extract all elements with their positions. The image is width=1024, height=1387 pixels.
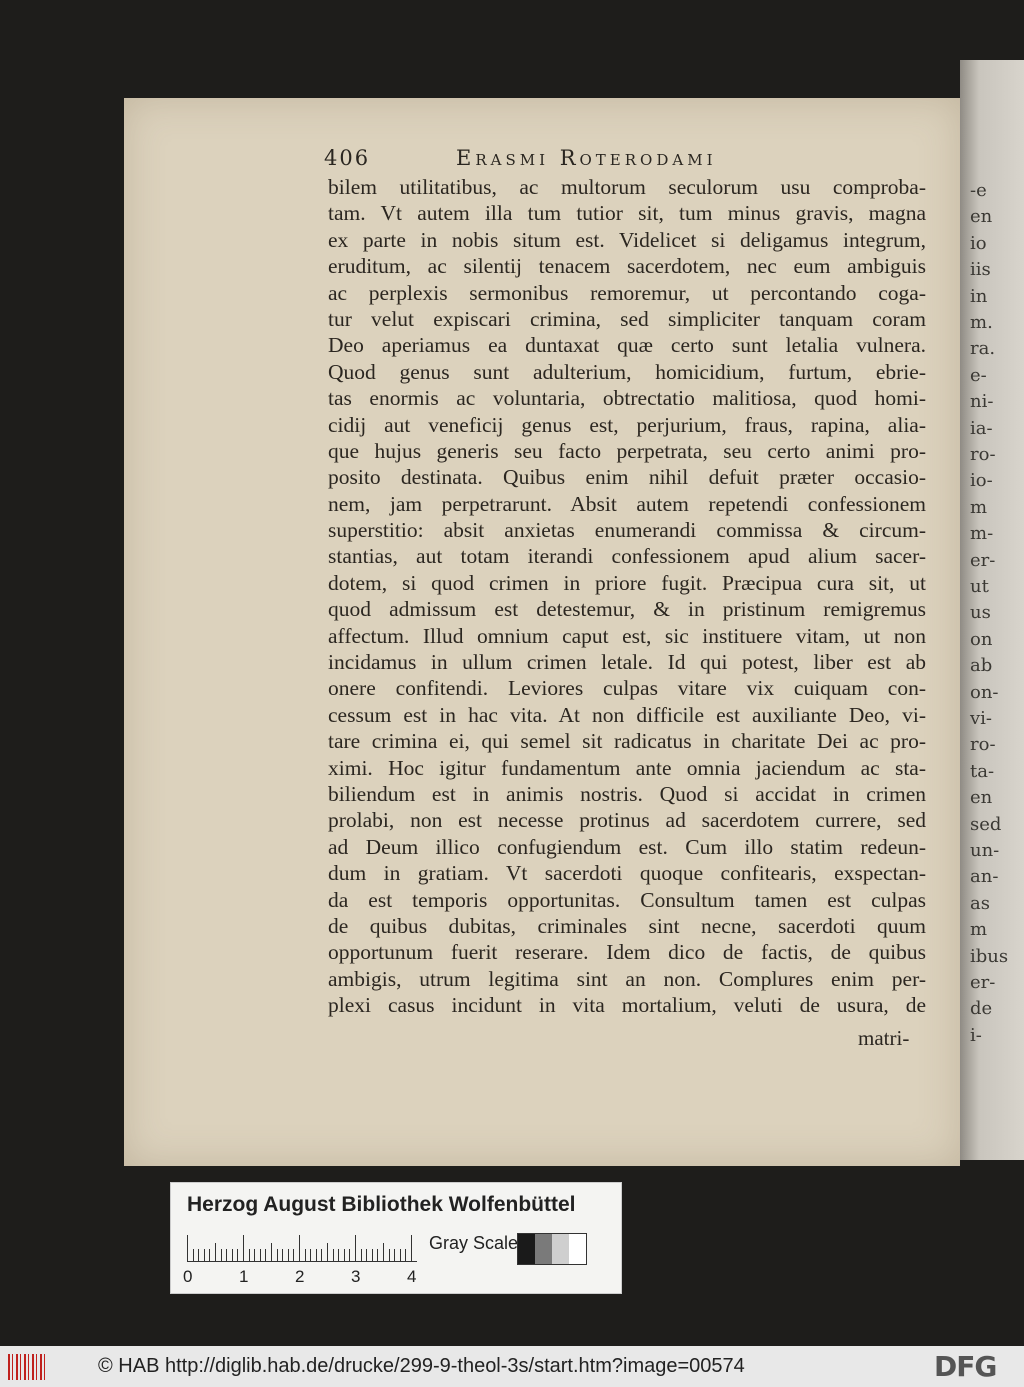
ruler-tick	[344, 1249, 345, 1261]
text-line: incidamus in ullum crimen letale. Id qui potest, liber est ab	[328, 650, 926, 675]
facing-page-fragment: m-	[970, 523, 994, 545]
ruler-tick	[394, 1249, 395, 1261]
ruler-tick	[361, 1249, 362, 1261]
ruler-tick	[204, 1249, 205, 1261]
text-line: superstitio: absit anxietas enumerandi commissa & circum-	[328, 518, 926, 543]
facing-page-fragment: m.	[970, 312, 993, 333]
ruler-tick	[366, 1249, 367, 1261]
text-line: da est temporis opportunitas. Consultum tamen est culpas	[328, 887, 926, 912]
ruler-labels	[183, 1267, 423, 1289]
ruler-tick	[293, 1249, 294, 1261]
facing-page-fragment: an-	[970, 866, 999, 888]
facing-page-fragment: de	[970, 998, 993, 1020]
facing-page-fragment: en	[970, 787, 993, 809]
ruler-tick	[249, 1249, 250, 1261]
ruler-label: 2	[295, 1267, 305, 1286]
facing-page-fragment: ia-	[970, 417, 993, 439]
ruler-tick	[299, 1235, 300, 1261]
ruler-tick	[389, 1249, 390, 1261]
facing-page-edge	[960, 60, 1024, 1160]
facing-page-fragment: as	[970, 892, 990, 914]
gray-swatch	[535, 1234, 552, 1264]
ruler-tick	[243, 1235, 244, 1261]
gray-scale-swatches	[517, 1233, 587, 1265]
ruler-tick	[377, 1249, 378, 1261]
text-line: tare crimina ei, qui semel sit radicatus in charitate Dei ac pro-	[328, 729, 926, 754]
facing-page-fragment: io	[970, 232, 987, 254]
ruler-tick	[355, 1235, 356, 1261]
ruler-tick	[282, 1249, 283, 1261]
facing-page-fragment: on-	[970, 681, 999, 703]
facing-page-fragment: -e	[970, 180, 987, 201]
page-header	[324, 146, 784, 176]
facing-page-fragment: ibus	[970, 945, 1009, 967]
text-line: tur velut expiscari crimina, sed simpliciter tanquam coram	[328, 306, 926, 331]
text-line: tas enormis ac voluntaria, obtrectatio malitiosa, quod homi-	[328, 386, 926, 411]
dfg-logo: DFG	[934, 1350, 997, 1383]
library-label-card	[170, 1182, 622, 1294]
ruler-tick	[305, 1249, 306, 1261]
ruler-tick	[232, 1249, 233, 1261]
ruler-tick	[400, 1249, 401, 1261]
text-line: quod admissum est detestemur, & in pristinum remigremus	[328, 597, 926, 622]
text-line: plexi casus incidunt in vita mortalium, veluti de usura, de	[328, 993, 926, 1018]
text-line: cessum est in hac vita. At non difficile est auxiliante Deo, vi-	[328, 702, 926, 727]
ruler-tick	[265, 1249, 266, 1261]
facing-page-fragment: ut	[970, 576, 989, 597]
text-line: onere confitendi. Leviores culpas vitare vix cuiquam con-	[328, 676, 926, 701]
ruler-tick	[254, 1249, 255, 1261]
gray-swatch	[552, 1234, 569, 1264]
text-line: dotem, si quod crimen in priore fugit. Præcipua cura sit, ut	[328, 570, 926, 595]
ruler-tick	[260, 1249, 261, 1261]
text-line: stantias, aut totam iterandi confessionem apud alium sacer-	[328, 544, 926, 569]
facing-page-fragment: iis	[970, 259, 991, 281]
text-line: Deo aperiamus ea duntaxat quæ certo sunt letalia vulnera.	[328, 333, 926, 358]
facing-page-fragment: i-	[970, 1024, 982, 1046]
facing-page-fragment: ta-	[970, 760, 995, 782]
ruler-label: 0	[183, 1267, 193, 1286]
footer-url: © HAB http://diglib.hab.de/drucke/299-9-theol-3s/start.htm?image=00574	[98, 1355, 745, 1377]
measurement-ruler	[187, 1235, 417, 1262]
library-name: Herzog August Bibliothek Wolfenbüttel	[187, 1193, 576, 1216]
ruler-tick	[321, 1249, 322, 1261]
ruler-tick	[271, 1243, 272, 1261]
gray-swatch	[569, 1234, 586, 1264]
ruler-label: 1	[239, 1267, 249, 1286]
ruler-tick	[226, 1249, 227, 1261]
facing-page-fragment: sed	[970, 813, 1002, 835]
facing-page-fragment: ra.	[970, 338, 996, 360]
ruler-tick	[372, 1249, 373, 1261]
text-line: prolabi, non est necesse protinus ad sacerdotem currere, sed	[328, 808, 926, 833]
text-line: ex parte in nobis situm est. Videlicet si deligamus integrum,	[328, 227, 926, 252]
ruler-tick	[288, 1249, 289, 1261]
facing-page-fragment: m	[970, 496, 988, 518]
page-number: 406	[324, 146, 371, 170]
facing-page-fragment: m	[970, 919, 988, 941]
ruler-tick	[411, 1235, 412, 1261]
ruler-tick	[338, 1249, 339, 1261]
ruler-tick	[193, 1249, 194, 1261]
facing-page-fragment: ab	[970, 655, 993, 677]
ruler-tick	[349, 1249, 350, 1261]
barcode-icon	[8, 1354, 48, 1380]
gray-swatch	[518, 1234, 535, 1264]
ruler-tick	[333, 1249, 334, 1261]
text-line: cidij aut veneficij genus est, perjurium, fraus, rapina, alia-	[328, 412, 926, 437]
text-line: tam. Vt autem illa tum tutior sit, tum minus gravis, magna	[328, 201, 926, 226]
text-line: ad Deum illico confugiendum est. Cum illo statim redeun-	[328, 834, 926, 859]
text-line: affectum. Illud omnium caput est, sic instituere vitam, ut non	[328, 623, 926, 648]
facing-page-fragment: ni-	[970, 391, 994, 413]
running-head: Erasmi Roterodami	[456, 146, 717, 170]
text-line: posito destinata. Quibus enim nihil defuit præter occasio-	[328, 465, 926, 490]
text-line: ac perplexis sermonibus remoremur, ut percontando coga-	[328, 280, 926, 305]
facing-page-fragment: vi-	[970, 708, 993, 729]
ruler-tick	[209, 1249, 210, 1261]
facing-page-fragment: e-	[970, 364, 987, 386]
facing-page-fragment: on	[970, 628, 993, 650]
text-line: bilem utilitatibus, ac multorum seculorum usu comproba-	[328, 175, 926, 199]
ruler-tick	[221, 1249, 222, 1261]
facing-page-fragment: us	[970, 602, 991, 624]
text-line: dum in gratiam. Vt sacerdoti quoque confitearis, exspectan-	[328, 861, 926, 886]
facing-page-fragment: ro-	[970, 734, 996, 756]
facing-page-fragment: en	[970, 206, 993, 228]
text-line: ximi. Hoc igitur fundamentum ante omnia jaciendum ac sta-	[328, 755, 926, 780]
text-line: nem, jam perpetrarunt. Absit autem repetendi confessionem	[328, 491, 926, 516]
book-page	[124, 98, 960, 1166]
facing-page-fragment: io-	[970, 470, 993, 492]
ruler-tick	[198, 1249, 199, 1261]
facing-page-fragment: in	[970, 285, 988, 307]
footer-bar	[0, 1346, 1024, 1387]
text-line: biliendum est in animis nostris. Quod si accidat in crimen	[328, 781, 926, 806]
text-line: de quibus dubitas, criminales sint necne, sacerdoti quum	[328, 913, 926, 938]
facing-page-fragment: un-	[970, 840, 1000, 861]
text-line: opportunum fuerit reserare. Idem dico de factis, de quibus	[328, 940, 926, 965]
facing-page-fragment: er-	[970, 549, 996, 571]
ruler-tick	[187, 1235, 188, 1261]
ruler-tick	[316, 1249, 317, 1261]
text-line: que hujus generis seu facto perpetrata, seu certo animi pro-	[328, 438, 926, 463]
ruler-tick	[383, 1243, 384, 1261]
gray-scale-label: Gray Scale	[429, 1233, 519, 1253]
ruler-tick	[277, 1249, 278, 1261]
ruler-tick	[405, 1249, 406, 1261]
text-line: ambigis, utrum legitima sint an non. Complures enim per-	[328, 966, 926, 991]
ruler-label: 4	[407, 1267, 417, 1286]
ruler-tick	[310, 1249, 311, 1261]
facing-page-fragment: ro-	[970, 444, 996, 465]
ruler-label: 3	[351, 1267, 361, 1286]
facing-page-fragment: er-	[970, 972, 996, 993]
text-column	[328, 174, 926, 1019]
text-line: eruditum, ac silentij tenacem sacerdotem, nec eum ambiguis	[328, 254, 926, 279]
ruler-tick	[327, 1243, 328, 1261]
catchword: matri-	[858, 1026, 910, 1050]
ruler-tick	[215, 1243, 216, 1261]
ruler-tick	[237, 1249, 238, 1261]
text-line: Quod genus sunt adulterium, homicidium, furtum, ebrie-	[328, 359, 926, 384]
